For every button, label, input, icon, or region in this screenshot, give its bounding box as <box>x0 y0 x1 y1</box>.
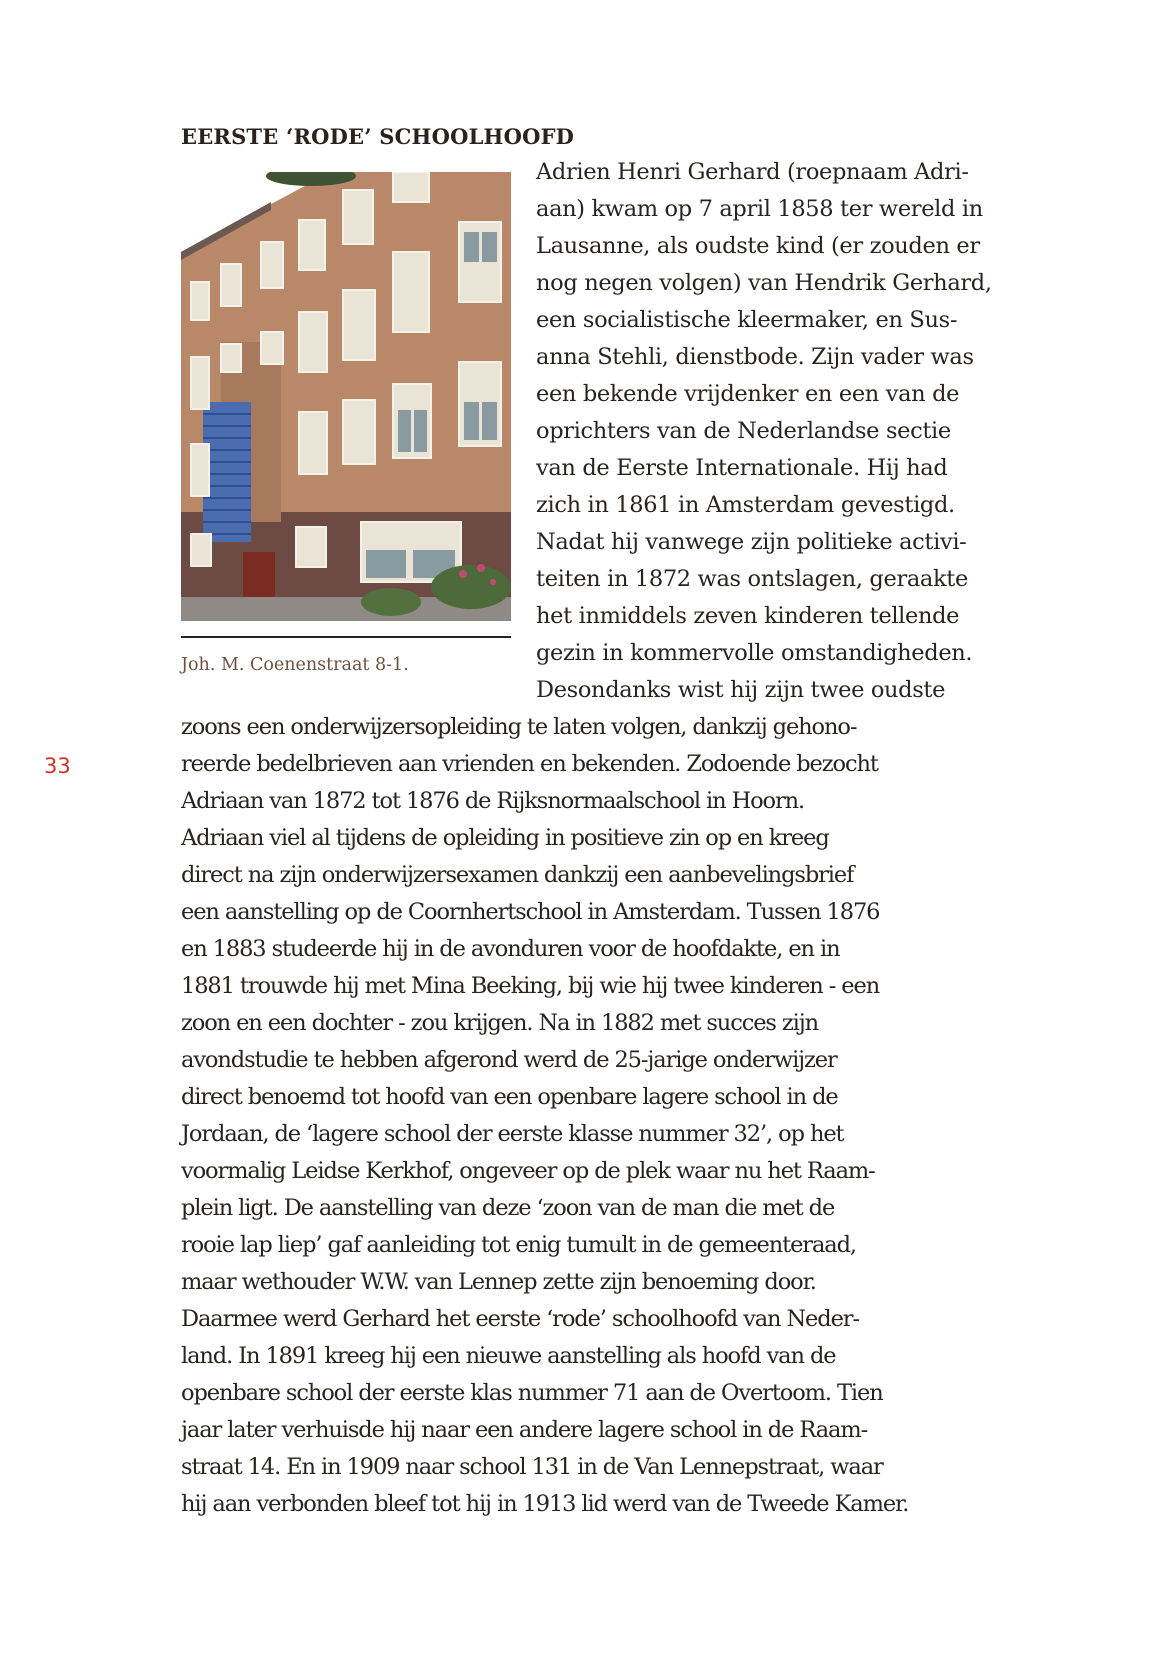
section-heading: EERSTE ‘RODE’ SCHOOLHOOFD <box>181 124 575 149</box>
text-line: hij aan verbonden bleef tot hij in 1913 lid werd van de Tweede Kamer. <box>181 1491 909 1517</box>
text-line: gezin in kommervolle omstandigheden. <box>536 640 973 666</box>
photo-caption: Joh. M. Coenenstraat 8-1. <box>181 655 409 675</box>
text-line: Adrien Henri Gerhard (roepnaam Adri- <box>536 159 969 185</box>
text-line: en 1883 studeerde hij in de avonduren voor de hoofdakte, en in <box>181 936 840 962</box>
text-line: avondstudie te hebben afgerond werd de 25-jarige onderwijzer <box>181 1047 837 1073</box>
text-line: een aanstelling op de Coornhertschool in Amsterdam. Tussen 1876 <box>181 899 880 925</box>
text-line: het inmiddels zeven kinderen tellende <box>536 603 960 629</box>
text-line: zoons een onderwijzersopleiding te laten volgen, dankzij gehono- <box>181 714 857 740</box>
text-line: openbare school der eerste klas nummer 71 aan de Overtoom. Tien <box>181 1380 883 1406</box>
text-line: jaar later verhuisde hij naar een andere lagere school in de Raam- <box>181 1417 868 1443</box>
text-line: zich in 1861 in Amsterdam gevestigd. <box>536 492 955 518</box>
text-line: een bekende vrijdenker en een van de <box>536 381 960 407</box>
text-line: zoon en een dochter - zou krijgen. Na in 1882 met succes zijn <box>181 1010 819 1036</box>
building-photo-image <box>181 172 511 621</box>
text-line: Lausanne, als oudste kind (er zouden er <box>536 233 980 259</box>
page-number: 33 <box>44 754 71 778</box>
text-line: Adriaan viel al tijdens de opleiding in positieve zin op en kreeg <box>181 825 829 851</box>
text-line: maar wethouder W.W. van Lennep zette zijn benoeming door. <box>181 1269 816 1295</box>
text-line: voormalig Leidse Kerkhof, ongeveer op de plek waar nu het Raam- <box>181 1158 875 1184</box>
text-line: rooie lap liep’ gaf aanleiding tot enig tumult in de gemeenteraad, <box>181 1232 856 1258</box>
text-line: aan) kwam op 7 april 1858 ter wereld in <box>536 196 983 222</box>
text-line: teiten in 1872 was ontslagen, geraakte <box>536 566 968 592</box>
text-line: Daarmee werd Gerhard het eerste ‘rode’ schoolhoofd van Neder- <box>181 1306 859 1332</box>
text-line: land. In 1891 kreeg hij een nieuwe aanstelling als hoofd van de <box>181 1343 836 1369</box>
text-line: Adriaan van 1872 tot 1876 de Rijksnormaalschool in Hoorn. <box>181 788 805 814</box>
caption-divider <box>181 636 511 638</box>
text-line: straat 14. En in 1909 naar school 131 in de Van Lennepstraat, waar <box>181 1454 883 1480</box>
text-line: van de Eerste Internationale. Hij had <box>536 455 948 481</box>
text-line: Desondanks wist hij zijn twee oudste <box>536 677 946 703</box>
text-line: Nadat hij vanwege zijn politieke activi- <box>536 529 967 555</box>
text-line: een socialistische kleermaker, en Sus- <box>536 307 958 333</box>
text-line: direct na zijn onderwijzersexamen dankzij een aanbevelingsbrief <box>181 862 854 888</box>
text-line: nog negen volgen) van Hendrik Gerhard, <box>536 270 992 296</box>
text-line: reerde bedelbrieven aan vrienden en bekenden. Zodoende bezocht <box>181 751 878 777</box>
text-line: direct benoemd tot hoofd van een openbare lagere school in de <box>181 1084 838 1110</box>
text-line: 1881 trouwde hij met Mina Beeking, bij wie hij twee kinderen - een <box>181 973 880 999</box>
text-line: anna Stehli, dienstbode. Zijn vader was <box>536 344 974 370</box>
building-photo <box>181 172 511 621</box>
text-line: Jordaan, de ‘lagere school der eerste klasse nummer 32’, op het <box>181 1121 844 1147</box>
text-line: plein ligt. De aanstelling van deze ‘zoon van de man die met de <box>181 1195 835 1221</box>
text-line: oprichters van de Nederlandse sectie <box>536 418 951 444</box>
